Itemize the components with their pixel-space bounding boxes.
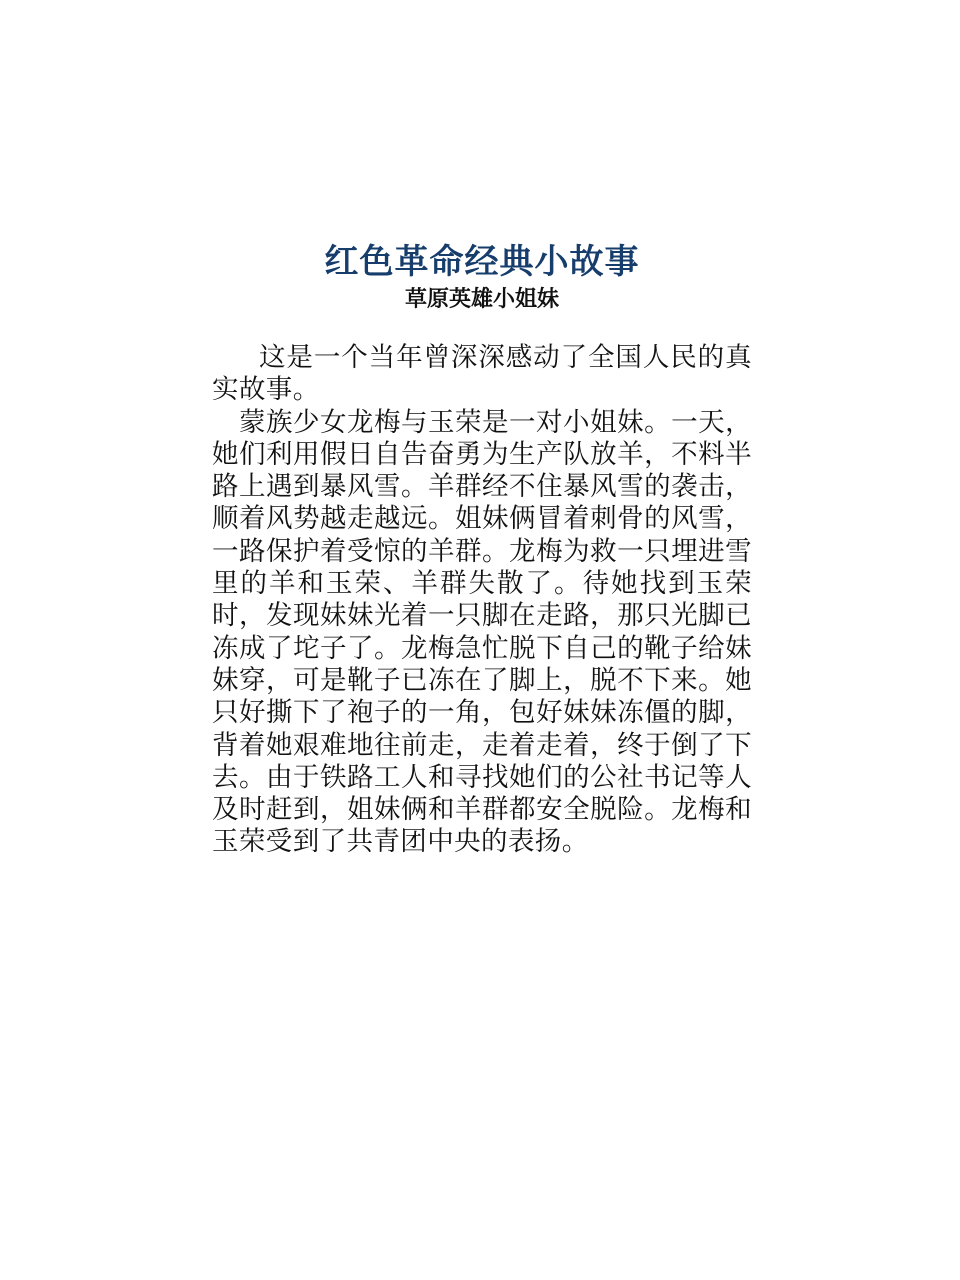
document-title: 红色革命经典小故事 bbox=[324, 242, 640, 282]
paragraph-story: 蒙族少女龙梅与玉荣是一对小姐妹。一天，她们利用假日自告奋勇为生产队放羊，不料半路上遇到暴风雪。羊群经不住暴风雪的袭击，顺着风势越走越远。姐妹俩冒着刺骨的风雪，一路保护着受惊的羊群。龙梅为救一只埋进雪里的羊和玉荣、羊群失散了。待她找到玉荣时，发现妹妹光着一只脚在走路，那只光脚已冻成了坨子了。龙梅急忙脱下自己的靴子给妹妹穿，可是靴子已冻在了脚上，脱不下来。她只好撕下了袍子的一角，包好妹妹冻僵的脚，背着她艰难地往前走，走着走着，终于倒了下去。由于铁路工人和寻找她们的公社书记等人及时赶到，姐妹俩和羊群都安全脱险。龙梅和玉荣受到了共青团中央的表扬。 bbox=[212, 406, 752, 858]
story-body bbox=[212, 342, 752, 859]
document bbox=[212, 238, 752, 859]
document-subtitle: 草原英雄小姐妹 bbox=[404, 287, 559, 312]
paragraph-intro: 这是一个当年曾深深感动了全国人民的真实故事。 bbox=[212, 342, 752, 406]
